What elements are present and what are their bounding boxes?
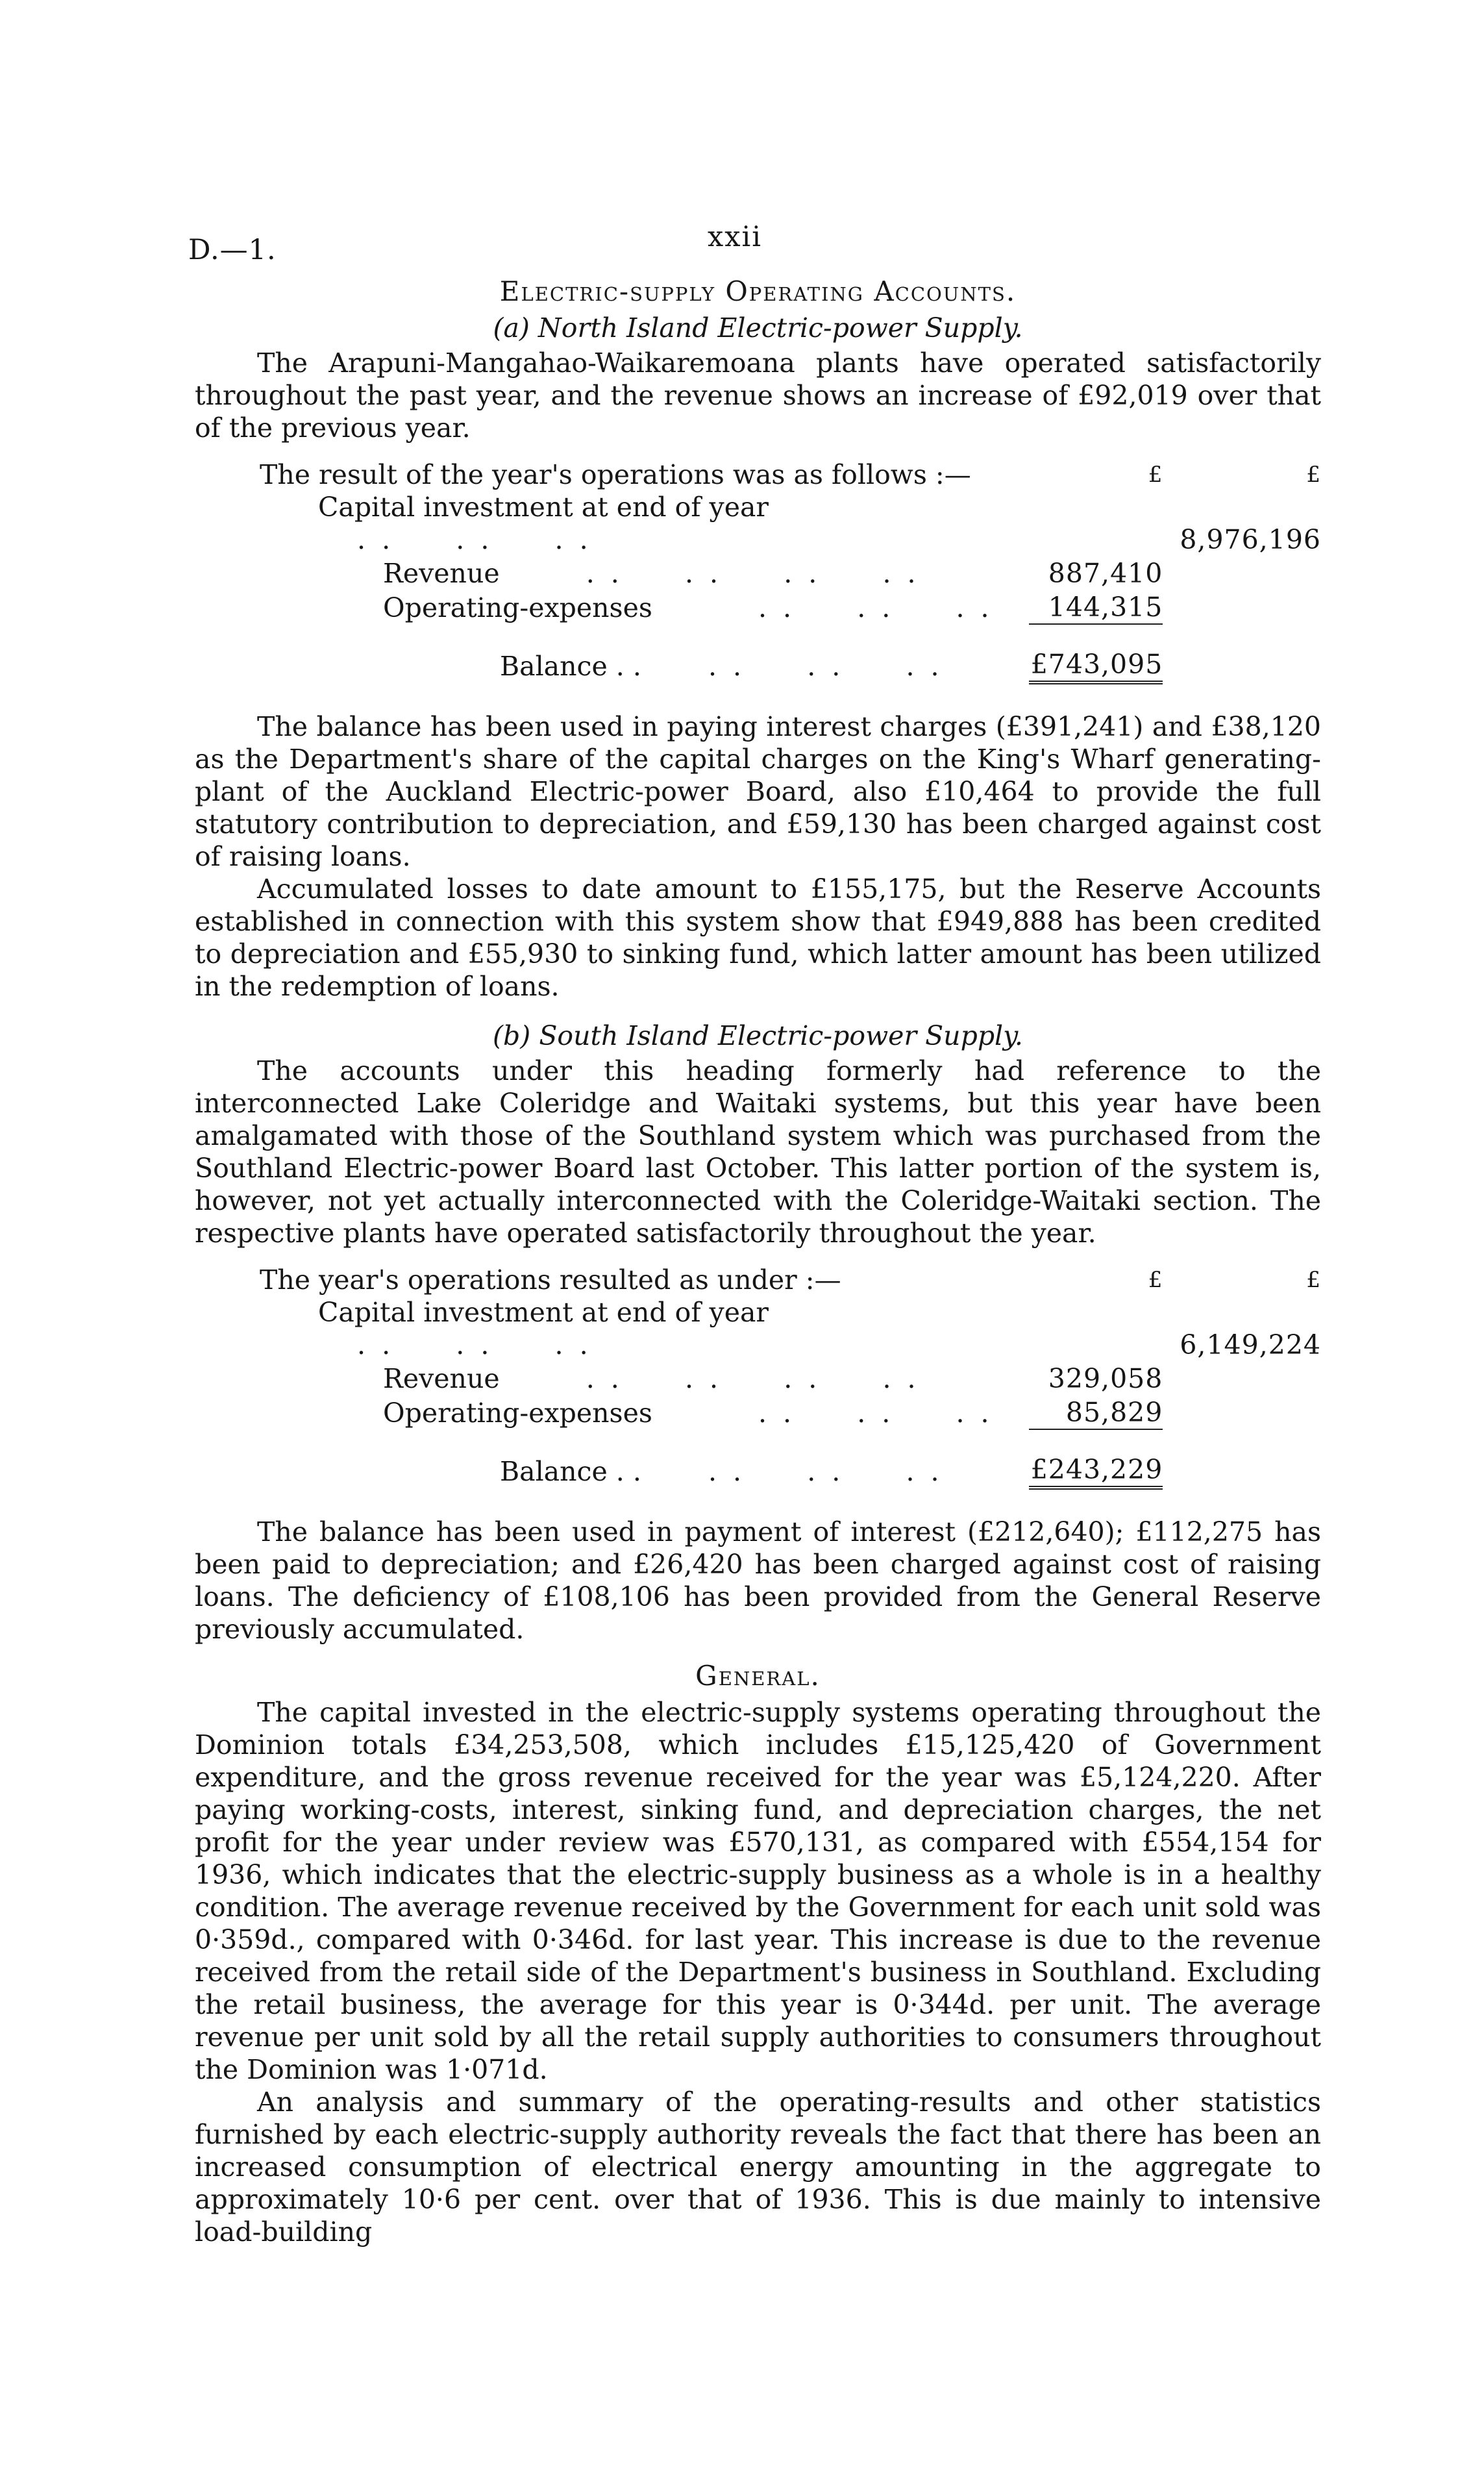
south-accounts-table <box>195 1262 1321 1490</box>
table-row <box>195 1361 1321 1395</box>
north-para-1: The balance has been used in paying interest charges (£391,241) and £38,120 as the Department's share of the capital charges on the King's Wharf generating-plant of the Auckland Electric-power Board, also £10,464 to provide the full statutory contribution to depreciation, and £59,130 has been charged against cost of raising loans. <box>195 711 1321 872</box>
balance-row <box>195 647 1321 682</box>
general-heading: General. <box>695 1660 821 1692</box>
leader-dots: . . . . . . <box>708 651 943 682</box>
north-row-mid: 144,315 <box>1048 592 1163 623</box>
south-row-mid: 329,058 <box>1048 1363 1163 1394</box>
north-row-mid: 887,410 <box>1048 558 1163 589</box>
north-balance-label: Balance . . <box>500 651 641 682</box>
south-row-label: Operating-expenses <box>383 1397 652 1429</box>
north-accounts-table <box>195 457 1321 684</box>
page-number: xxii <box>708 221 763 253</box>
south-lead: The year's operations resulted as under :— <box>260 1264 841 1296</box>
document-reference: D.—1. <box>188 234 277 266</box>
north-row-label: Capital investment at end of year <box>318 492 769 523</box>
document-page <box>188 221 1321 2248</box>
south-col1-symbol: £ <box>1148 1267 1163 1293</box>
south-row-right: 6,149,224 <box>1180 1329 1321 1360</box>
north-heading: (a) North Island Electric-power Supply. <box>493 312 1023 344</box>
north-row-right: 8,976,196 <box>1180 524 1321 555</box>
table-row <box>195 590 1321 624</box>
table-row <box>195 1296 1321 1361</box>
south-row-mid: 85,829 <box>1065 1397 1163 1428</box>
north-row-right <box>1163 590 1321 624</box>
north-lead: The result of the year's operations was as follows :— <box>260 459 971 490</box>
table-row <box>195 491 1321 556</box>
leader-dots: . . . . . . . . <box>586 1363 920 1394</box>
north-intro: The Arapuni-Mangahao-Waikaremoana plants have operated satisfactorily throughout the past year, and the revenue shows an increase of £92,019 over that of the previous year. <box>195 347 1321 444</box>
south-row-right <box>1163 1395 1321 1429</box>
table-row <box>195 1395 1321 1429</box>
south-intro: The accounts under this heading formerly had reference to the interconnected Lake Coleridge and Waitaki systems, but this year have been amalgamated with those of the Southland system which was purchased from the Southland Electric-power Board last October. This latter portion of the system is, however, not yet actually interconnected with the Coleridge-Waitaki section. The respective plants have operated satisfactorily throughout the year. <box>195 1055 1321 1249</box>
general-para-1: The capital invested in the electric-supply systems operating throughout the Dominion totals £34,253,508, which includes £15,125,420 of Government expenditure, and the gross revenue received for the year was £5,124,220. After paying working-costs, interest, sinking fund, and depreciation charges, the net profit for the year under review was £570,131, as compared with £554,154 for 1936, which indicates that the electric-supply business as a whole is in a healthy condition. The average revenue received by the Government for each unit sold was 0·359d., compared with 0·346d. for last year. This increase is due to the revenue received from the retail side of the Department's business in Southland. Excluding the retail business, the average for this year is 0·344d. per unit. The average revenue per unit sold by all the retail supply authorities to consumers throughout the Dominion was 1·071d. <box>195 1697 1321 2085</box>
leader-dots: . . . . . . <box>758 592 993 623</box>
south-balance-value: £243,229 <box>1029 1452 1163 1488</box>
north-balance-value: £743,095 <box>1029 647 1163 682</box>
section-title: Electric-supply Operating Accounts. <box>499 275 1017 307</box>
leader-dots: . . . . . . <box>708 1456 943 1487</box>
north-row-label: Operating-expenses <box>383 592 652 623</box>
south-row-label: Revenue <box>383 1363 500 1394</box>
north-para-2: Accumulated losses to date amount to £155,175, but the Reserve Accounts established in connection with this system show that £949,888 has been credited to depreciation and £55,930 to sinking fund, which latter amount has been utilized in the redemption of loans. <box>195 873 1321 1002</box>
south-heading: (b) South Island Electric-power Supply. <box>493 1020 1023 1051</box>
leader-dots: . . . . . . <box>758 1397 993 1429</box>
balance-row <box>195 1452 1321 1488</box>
south-col2-symbol: £ <box>1306 1267 1321 1293</box>
leader-dots: . . . . . . . . <box>586 558 920 589</box>
south-row-right <box>1163 1361 1321 1395</box>
north-row-right <box>1163 556 1321 590</box>
page-header <box>188 221 1321 266</box>
table-row <box>195 556 1321 590</box>
south-row-label: Capital investment at end of year <box>318 1297 769 1328</box>
south-para-1: The balance has been used in payment of interest (£212,640); £112,275 has been paid to depreciation; and £26,420 has been charged against cost of raising loans. The deficiency of £108,106 has been provided from the General Reserve previously accumulated. <box>195 1516 1321 1645</box>
general-para-2: An analysis and summary of the operating-results and other statistics furnished by each electric-supply authority reveals the fact that there has been an increased consumption of electrical energy amounting in the aggregate to approximately 10·6 per cent. over that of 1936. This is due mainly to intensive load-building <box>195 2086 1321 2248</box>
north-col1-symbol: £ <box>1148 462 1163 488</box>
north-row-label: Revenue <box>383 558 500 589</box>
north-col2-symbol: £ <box>1306 462 1321 488</box>
south-balance-label: Balance . . <box>500 1456 641 1487</box>
north-row-mid <box>1029 491 1163 556</box>
leader-dots: . . . . . . <box>357 1329 592 1360</box>
leader-dots: . . . . . . <box>357 524 592 555</box>
south-row-mid <box>1029 1296 1163 1361</box>
